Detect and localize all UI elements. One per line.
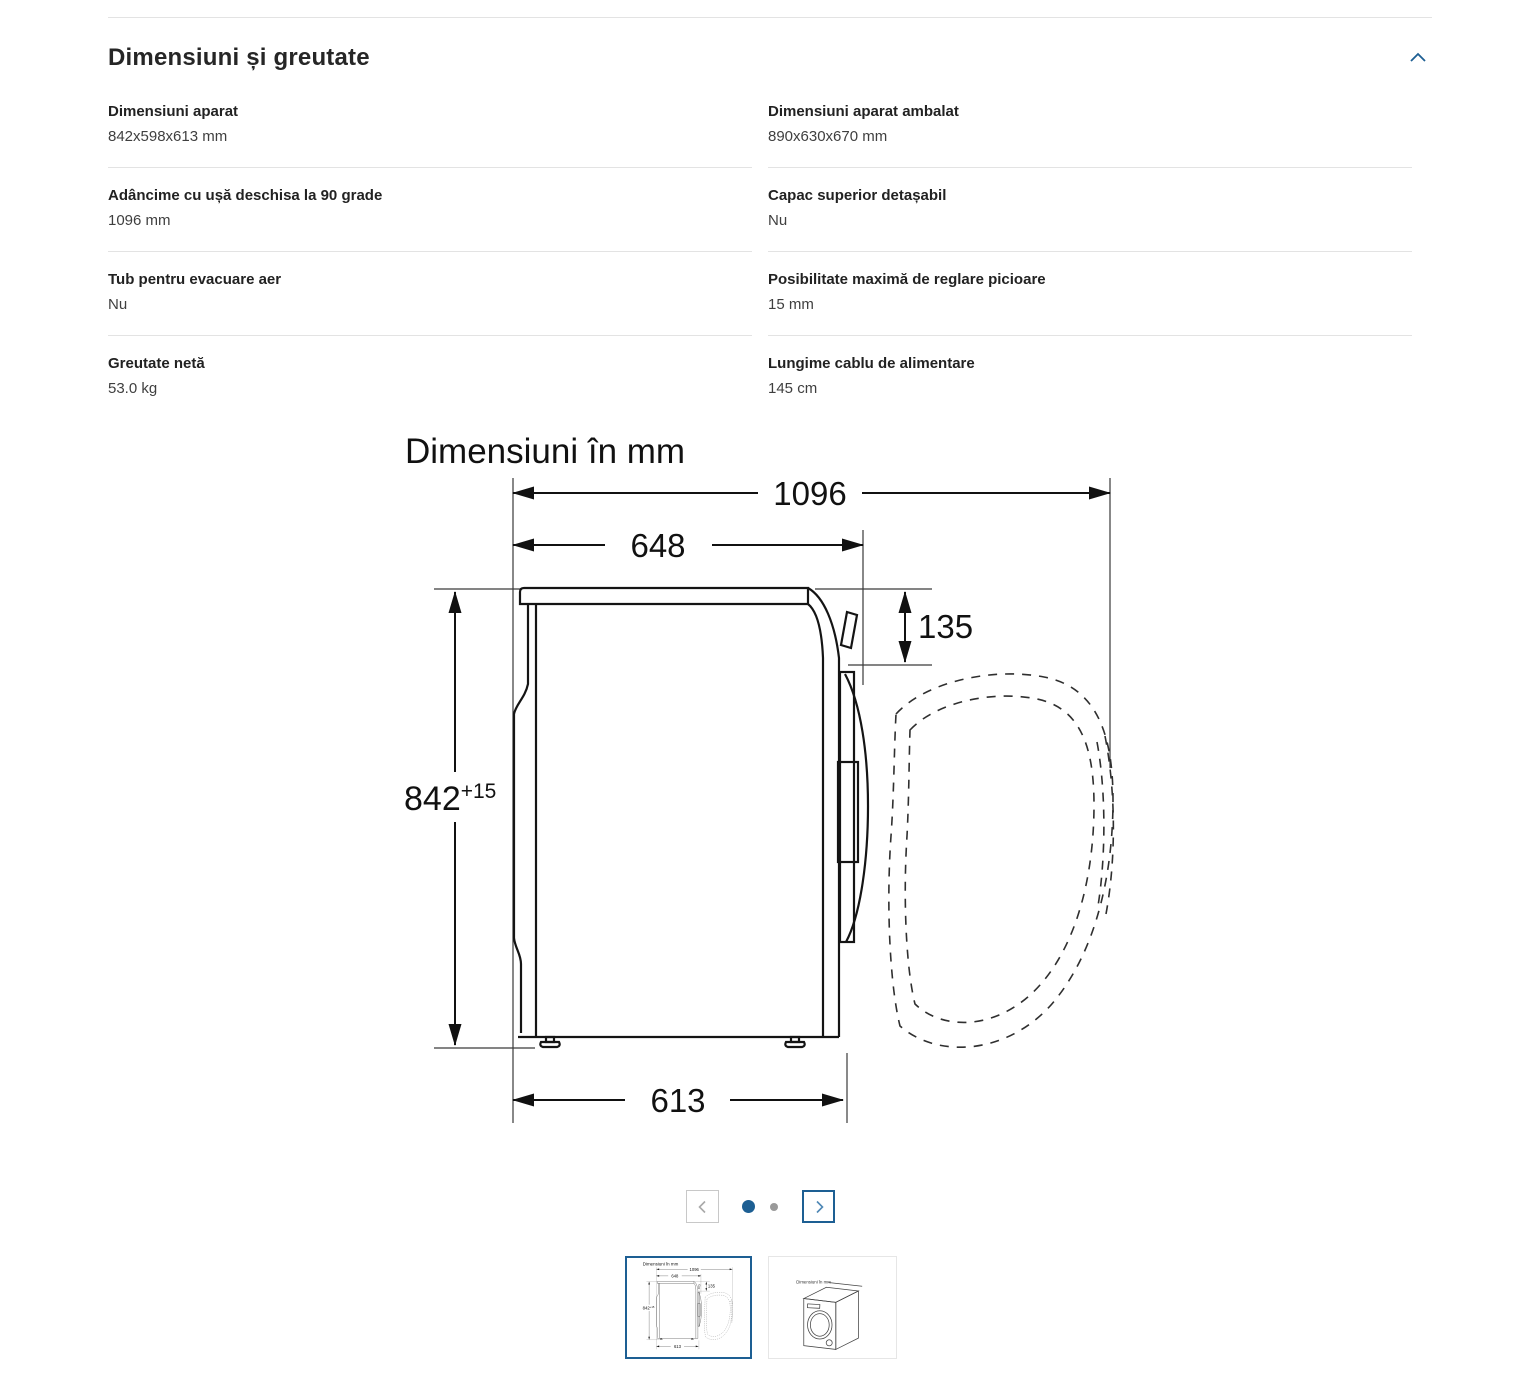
- spec-value: Nu: [108, 296, 128, 313]
- spec-row: [108, 252, 752, 336]
- spec-value: 15 mm: [768, 296, 814, 313]
- carousel-prev-button[interactable]: [686, 1190, 719, 1223]
- collapse-section-button[interactable]: [1404, 44, 1432, 72]
- thumbnail-iso-drawing: [771, 1259, 894, 1356]
- dimension-diagram-svg: [393, 420, 1141, 1168]
- door-swing-dashed: [889, 674, 1114, 1047]
- spec-label: Posibilitate maximă de reglare picioare: [768, 271, 1046, 288]
- dim-label-1096: 1096: [773, 475, 847, 512]
- spec-grid: [108, 98, 1432, 419]
- spec-value: 53.0 kg: [108, 380, 158, 397]
- chevron-right-icon: [810, 1198, 828, 1216]
- dimension-diagram: [393, 420, 1141, 1168]
- thumbnail-side-view-drawing: [629, 1260, 748, 1355]
- spec-value: 1096 mm: [108, 212, 171, 229]
- spec-label: Greutate netă: [108, 355, 205, 372]
- spec-value: 842x598x613 mm: [108, 128, 228, 145]
- diagram-title: Dimensiuni în mm: [405, 432, 686, 471]
- dim-label-613: 613: [650, 1082, 706, 1119]
- chevron-left-icon: [694, 1198, 712, 1216]
- machine-outline: [514, 588, 868, 1047]
- carousel-next-button[interactable]: [802, 1190, 835, 1223]
- dim-label-648: 648: [630, 527, 686, 564]
- thumbnail-iso-title: Dimensiuni în mm: [796, 1279, 831, 1285]
- chevron-up-icon: [1404, 44, 1432, 72]
- section-header: [108, 44, 1432, 78]
- carousel-dot-2[interactable]: [770, 1203, 778, 1211]
- dim-label-135: 135: [918, 608, 974, 645]
- spec-label: Lungime cablu de alimentare: [768, 355, 975, 372]
- page-title: Dimensiuni și greutate: [108, 44, 370, 71]
- tech-drawing: [404, 432, 1113, 1123]
- spec-value: 145 cm: [768, 380, 818, 397]
- spec-row: [108, 168, 752, 252]
- thumbnail-iso-view[interactable]: [768, 1256, 897, 1359]
- spec-row: [768, 336, 1412, 419]
- spec-label: Tub pentru evacuare aer: [108, 271, 282, 288]
- spec-column-left: [108, 98, 752, 419]
- thumbnail-side-view-selected[interactable]: [625, 1256, 752, 1359]
- spec-row: [768, 168, 1412, 252]
- machine-foot: [540, 1037, 559, 1047]
- spec-label: Capac superior detașabil: [768, 187, 947, 204]
- carousel-dot-1-active[interactable]: [742, 1200, 755, 1213]
- section-top-divider: [108, 17, 1432, 18]
- spec-value: 890x630x670 mm: [768, 128, 888, 145]
- spec-label: Dimensiuni aparat ambalat: [768, 103, 959, 120]
- spec-row: [768, 252, 1412, 336]
- dim-label-842: $842^{+15}$: [404, 780, 497, 818]
- spec-column-right: [768, 98, 1412, 419]
- spec-label: Dimensiuni aparat: [108, 103, 239, 120]
- spec-row: [768, 98, 1412, 168]
- spec-label: Adâncime cu ușă deschisa la 90 grade: [108, 187, 383, 204]
- spec-row: [108, 98, 752, 168]
- spec-row: [108, 336, 752, 419]
- spec-value: Nu: [768, 212, 788, 229]
